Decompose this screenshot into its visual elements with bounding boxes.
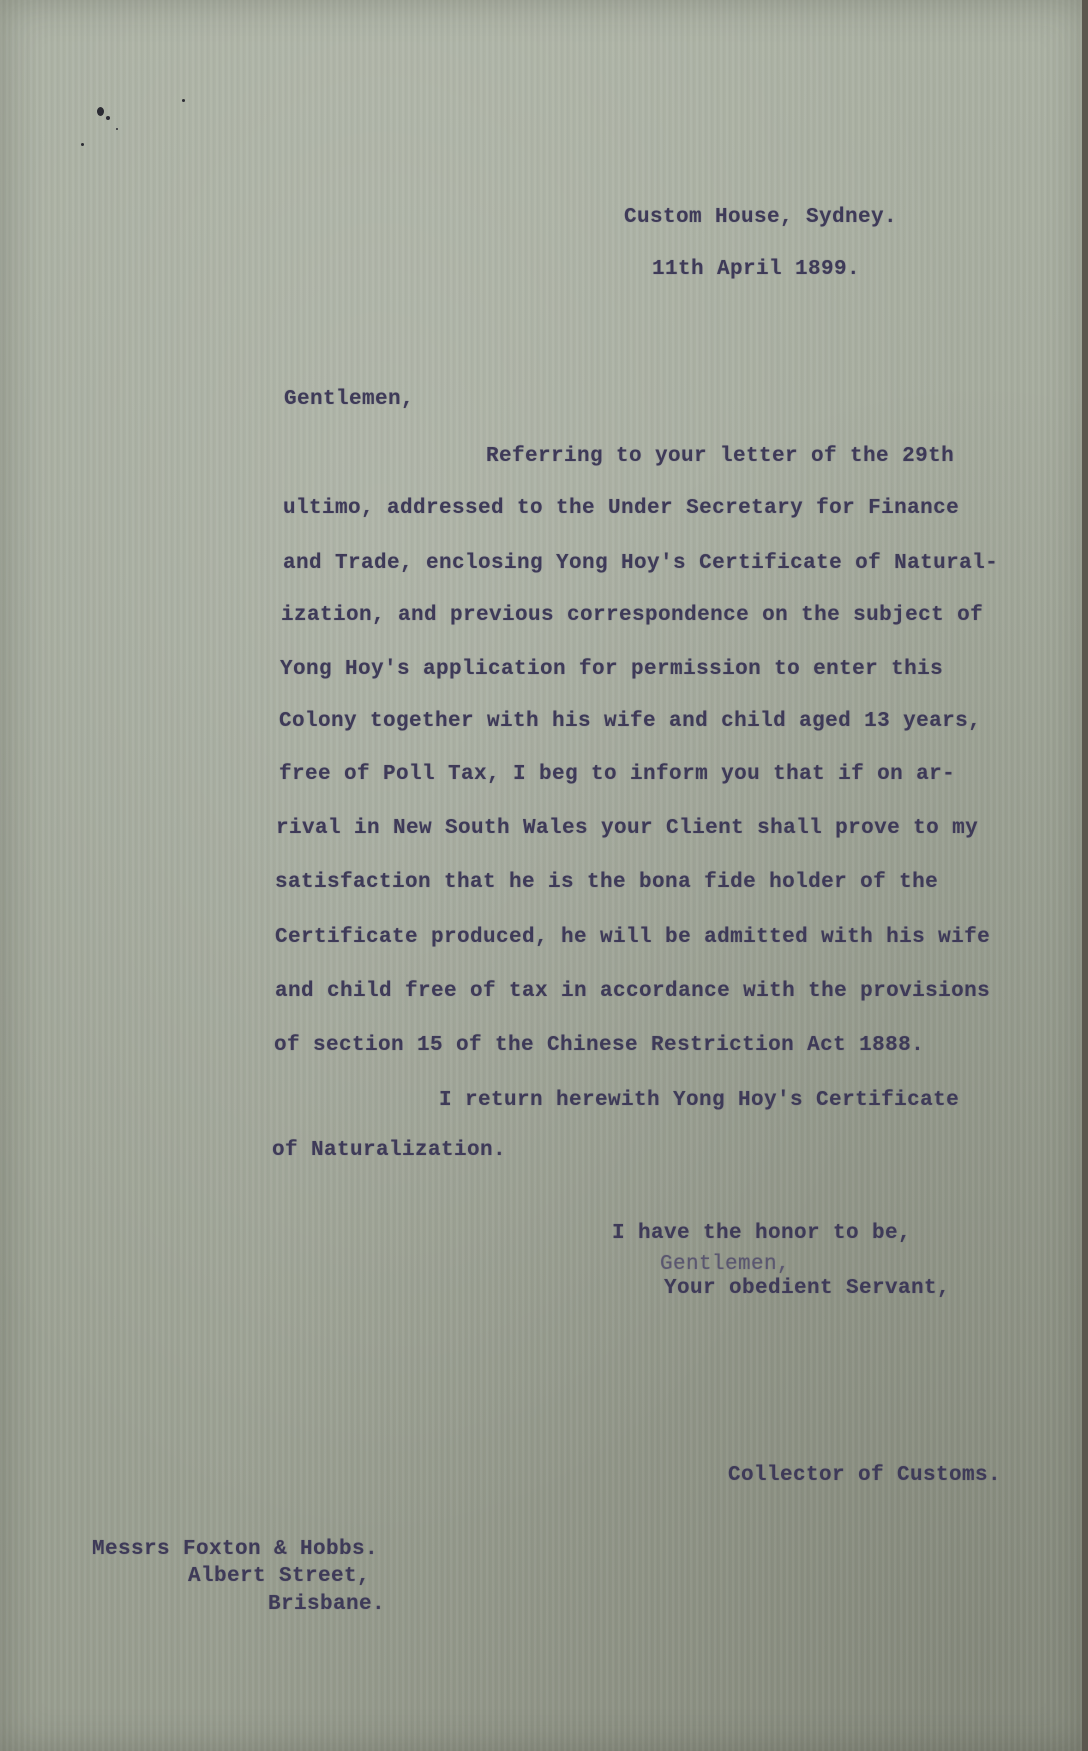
ink-speck: [97, 107, 104, 116]
closing-line: I have the honor to be,: [612, 1222, 912, 1245]
body-line: and Trade, enclosing Yong Hoy's Certificate of Natural-: [283, 552, 999, 575]
letterhead-date: 11th April 1899.: [652, 258, 861, 281]
salutation: Gentlemen,: [284, 388, 415, 411]
addressee-line: Brisbane.: [268, 1593, 386, 1616]
body-line: rival in New South Wales your Client shall prove to my: [276, 817, 979, 840]
closing-line: Gentlemen,: [660, 1253, 791, 1276]
letterhead-place: Custom House, Sydney.: [624, 206, 898, 229]
body-line: I return herewith Yong Hoy's Certificate: [439, 1089, 960, 1112]
closing-line: Your obedient Servant,: [664, 1277, 951, 1300]
body-line: Yong Hoy's application for permission to enter this: [280, 658, 944, 681]
ink-speck: [81, 143, 84, 146]
body-line: of Naturalization.: [272, 1139, 507, 1162]
ink-speck: [182, 99, 185, 102]
signature-title: Collector of Customs.: [728, 1464, 1002, 1487]
page-edge: [1082, 0, 1088, 1751]
ink-speck: [106, 116, 110, 120]
body-line: of section 15 of the Chinese Restriction Act 1888.: [274, 1034, 925, 1057]
body-line: Colony together with his wife and child aged 13 years,: [279, 710, 982, 733]
body-line: and child free of tax in accordance with the provisions: [275, 980, 991, 1003]
body-line: satisfaction that he is the bona fide holder of the: [275, 871, 939, 894]
body-line: Referring to your letter of the 29th: [486, 445, 955, 468]
addressee-line: Albert Street,: [188, 1565, 371, 1588]
body-line: Certificate produced, he will be admitted with his wife: [275, 926, 991, 949]
body-line: ization, and previous correspondence on the subject of: [281, 604, 984, 627]
body-line: free of Poll Tax, I beg to inform you that if on ar-: [279, 763, 956, 786]
ink-speck: [116, 128, 118, 130]
addressee-line: Messrs Foxton & Hobbs.: [92, 1538, 379, 1561]
body-line: ultimo, addressed to the Under Secretary for Finance: [283, 497, 960, 520]
